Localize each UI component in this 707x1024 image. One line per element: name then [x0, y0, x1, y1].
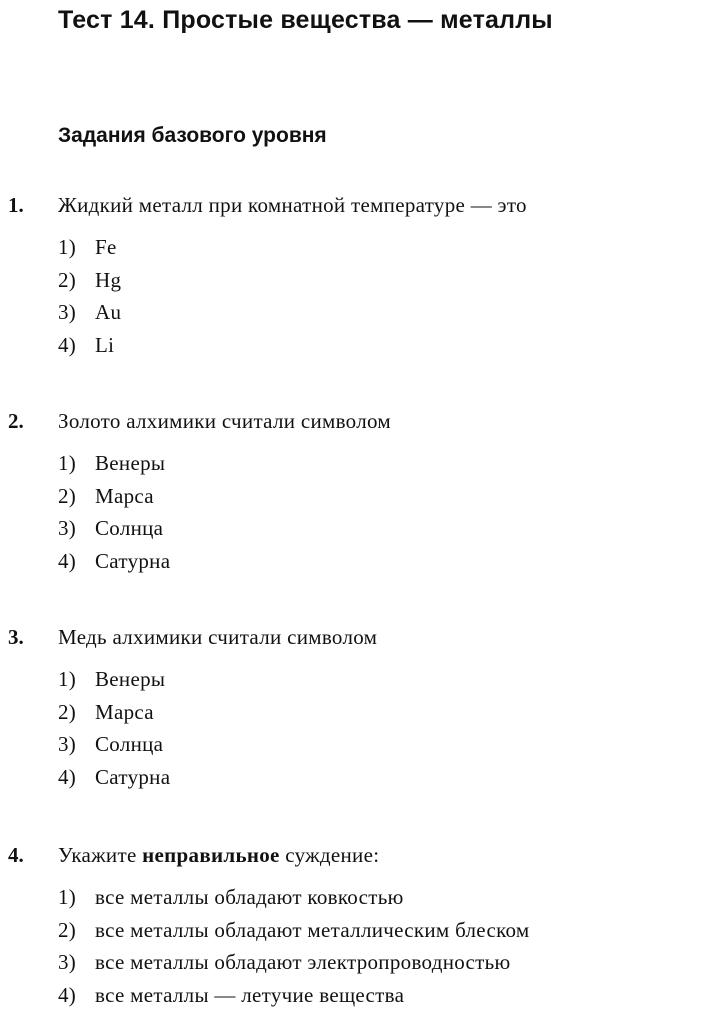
option-number: 3)	[58, 950, 77, 974]
answer-option[interactable]	[58, 983, 530, 1016]
option-number: 1)	[58, 885, 77, 909]
option-number: 1)	[58, 451, 77, 475]
answer-option[interactable]	[58, 516, 170, 549]
answer-option[interactable]	[58, 268, 121, 301]
option-number: 3)	[58, 516, 77, 540]
answer-option[interactable]	[58, 451, 170, 484]
option-number: 2)	[58, 267, 77, 292]
option-text: Fe	[95, 235, 117, 259]
option-number: 4)	[58, 332, 77, 357]
question-number: 1.	[8, 193, 24, 217]
answer-option[interactable]	[58, 918, 530, 951]
option-number: 4)	[58, 764, 77, 789]
option-text: Солнца	[95, 516, 164, 540]
answer-option[interactable]	[58, 333, 121, 366]
option-text: Марса	[95, 483, 154, 508]
answer-options	[58, 235, 121, 365]
question-text: Жидкий металл при комнатной температуре — это	[58, 193, 527, 217]
option-text: Hg	[95, 267, 122, 292]
question-number: 4.	[8, 843, 24, 867]
answer-options	[58, 451, 170, 581]
option-text: Венеры	[95, 451, 166, 475]
question-text: Медь алхимики считали символом	[58, 625, 378, 649]
section-heading: Задания базового уровня	[58, 124, 327, 147]
page-title: Тест 14. Простые вещества — металлы	[58, 6, 553, 34]
question-number: 2.	[8, 409, 24, 433]
option-text: Сатурна	[95, 548, 171, 573]
answer-option[interactable]	[58, 235, 121, 268]
option-number: 3)	[58, 732, 77, 756]
question-text-start: Укажите	[58, 843, 143, 867]
option-number: 2)	[58, 917, 77, 942]
option-text: все металлы обладают электропроводностью	[95, 950, 511, 974]
answer-option[interactable]	[58, 667, 170, 700]
option-number: 1)	[58, 667, 77, 691]
option-number: 4)	[58, 548, 77, 573]
option-text: Au	[95, 300, 122, 324]
question-text	[58, 843, 379, 868]
question-text: Золото алхимики считали символом	[58, 409, 391, 433]
option-number: 2)	[58, 699, 77, 724]
question-text-end: суждение:	[279, 843, 380, 867]
answer-option[interactable]	[58, 885, 530, 918]
question-number: 3.	[8, 625, 24, 649]
option-text: все металлы обладают металлическим блеском	[95, 917, 530, 942]
option-number: 3)	[58, 300, 77, 324]
answer-option[interactable]	[58, 732, 170, 765]
option-text: все металлы — летучие вещества	[95, 982, 405, 1007]
answer-options	[58, 885, 530, 1015]
answer-option[interactable]	[58, 484, 170, 517]
option-text: Li	[95, 332, 115, 357]
option-number: 1)	[58, 235, 77, 259]
option-number: 2)	[58, 483, 77, 508]
option-text: Венеры	[95, 667, 166, 691]
option-text: все металлы обладают ковкостью	[95, 885, 404, 909]
option-text: Сатурна	[95, 764, 171, 789]
answer-option[interactable]	[58, 700, 170, 733]
option-text: Марса	[95, 699, 154, 724]
answer-option[interactable]	[58, 549, 170, 582]
option-text: Солнца	[95, 732, 164, 756]
answer-option[interactable]	[58, 765, 170, 798]
answer-option[interactable]	[58, 300, 121, 333]
question-text-emphasis: неправильное	[142, 843, 280, 867]
answer-option[interactable]	[58, 950, 530, 983]
option-number: 4)	[58, 982, 77, 1007]
answer-options	[58, 667, 170, 797]
